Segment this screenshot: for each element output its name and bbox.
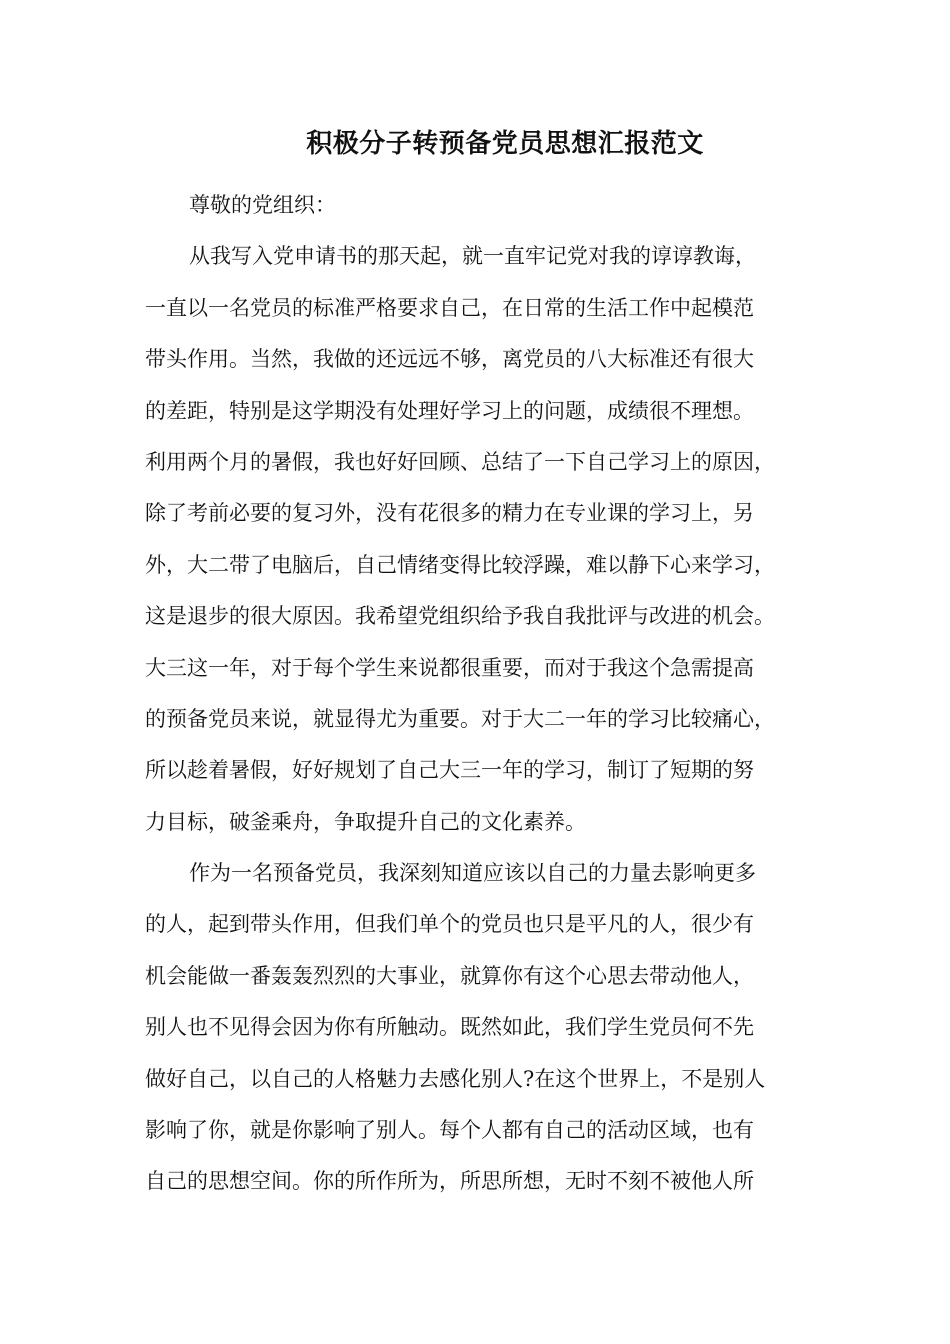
text-line: 机会能做一番轰轰烈烈的大事业，就算你有这个心思去带动他人，	[145, 963, 754, 988]
salutation: 尊敬的党组织：	[189, 193, 336, 217]
document-body	[145, 186, 825, 1214]
paragraph	[145, 237, 825, 854]
paragraph	[145, 854, 825, 1214]
text-line: 的差距，特别是这学期没有处理好学习上的问题，成绩很不理想。	[145, 398, 754, 423]
text-line: 别人也不见得会因为你有所触动。既然如此，我们学生党员何不先	[145, 1015, 754, 1040]
text-line: 自己的思想空间。你的所作所为，所思所想，无时不刻不被他人所	[145, 1169, 754, 1194]
text-line: 的预备党员来说，就显得尤为重要。对于大二一年的学习比较痛心，	[145, 706, 775, 731]
text-line: 一直以一名党员的标准严格要求自己，在日常的生活工作中起模范	[145, 295, 754, 320]
document-title: 积极分子转预备党员思想汇报范文	[306, 129, 704, 159]
text-line: 除了考前必要的复习外，没有花很多的精力在专业课的学习上，另	[145, 501, 754, 526]
paragraph-container	[145, 237, 825, 1213]
text-line: 从我写入党申请书的那天起，就一直牢记党对我的谆谆教诲，	[189, 244, 756, 269]
text-line: 大三这一年，对于每个学生来说都很重要，而对于我这个急需提高	[145, 655, 754, 680]
text-line: 利用两个月的暑假，我也好好回顾、总结了一下自己学习上的原因，	[145, 449, 775, 474]
text-line: 带头作用。当然，我做的还远远不够，离党员的八大标准还有很大	[145, 347, 754, 372]
text-line: 外，大二带了电脑后，自己情绪变得比较浮躁，难以静下心来学习，	[145, 552, 775, 577]
text-line: 做好自己，以自己的人格魅力去感化别人?在这个世界上，不是别人	[145, 1066, 766, 1091]
text-line: 作为一名预备党员，我深刻知道应该以自己的力量去影响更多	[189, 861, 756, 886]
text-line: 这是退步的很大原因。我希望党组织给予我自我批评与改进的机会。	[145, 604, 775, 629]
text-line: 的人，起到带头作用，但我们单个的党员也只是平凡的人，很少有	[145, 912, 754, 937]
text-line: 力目标，破釜乘舟，争取提升自己的文化素养。	[145, 809, 586, 834]
text-line: 影响了你，就是你影响了别人。每个人都有自己的活动区域，也有	[145, 1118, 754, 1143]
text-line: 所以趁着暑假，好好规划了自己大三一年的学习，制订了短期的努	[145, 758, 754, 783]
